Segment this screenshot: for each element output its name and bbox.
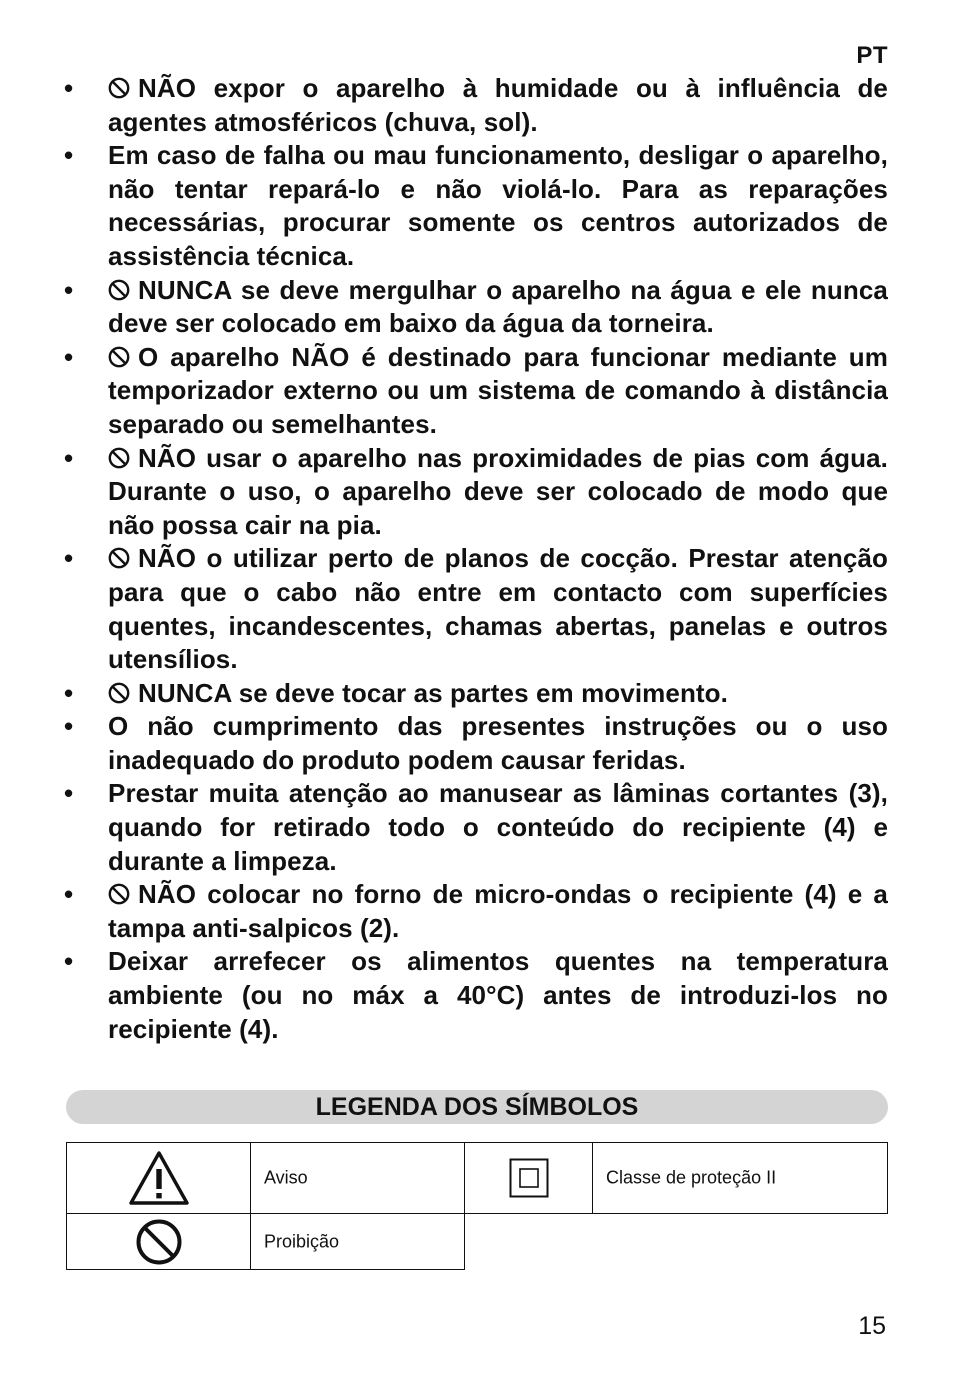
- bullet-marker: •: [64, 140, 74, 171]
- legend-title: LEGENDA DOS SÍMBOLOS: [66, 1090, 888, 1124]
- list-item-text: O aparelho NÃO é destinado para funcionar mediante um temporizador externo ou um sistema de comando à distância separado ou semelhantes.: [108, 341, 888, 439]
- list-item-text: Prestar muita atenção ao manusear as lâminas cortantes (3), quando for retirado todo o conteúdo do recipiente (4) e durante a limpeza.: [108, 778, 888, 876]
- page-number: 15: [858, 1312, 886, 1340]
- list-item: [62, 677, 888, 711]
- bullet-marker: •: [64, 543, 74, 574]
- list-item-text: NÃO colocar no forno de micro-ondas o recipiente (4) e a tampa anti-salpicos (2).: [108, 879, 888, 943]
- list-item: [62, 72, 888, 139]
- bullet-marker: •: [64, 677, 74, 708]
- safety-instructions-list: [62, 72, 888, 1046]
- list-item: [62, 945, 888, 1046]
- symbol-cell: [464, 1142, 593, 1214]
- prohibition-circle-icon: [135, 1218, 183, 1266]
- list-item: [62, 341, 888, 442]
- double-square-icon: [509, 1158, 549, 1198]
- warning-triangle-icon: [127, 1149, 191, 1207]
- symbol-label: Aviso: [264, 1167, 308, 1188]
- list-item-text: NÃO o utilizar perto de planos de cocção. Prestar atenção para que o cabo não entre em contacto com superfícies quentes, incandescentes, chamas abertas, panelas e outros utensílios.: [108, 543, 888, 675]
- list-item: [62, 777, 888, 878]
- list-item-text: NÃO expor o aparelho à humidade ou à influência de agentes atmosféricos (chuva, sol).: [108, 73, 888, 137]
- symbol-cell: [66, 1213, 251, 1270]
- list-item: [62, 442, 888, 543]
- prohibition-icon: [108, 447, 130, 469]
- symbol-label: Classe de proteção II: [606, 1167, 777, 1188]
- prohibition-icon: [108, 77, 130, 99]
- prohibition-icon: [108, 883, 130, 905]
- list-item: [62, 710, 888, 777]
- bullet-marker: •: [64, 711, 74, 742]
- list-item-text: NUNCA se deve tocar as partes em movimento.: [138, 677, 728, 708]
- bullet-marker: •: [64, 778, 74, 809]
- bullet-marker: •: [64, 274, 74, 305]
- list-item-text: NÃO usar o aparelho nas proximidades de pias com água. Durante o uso, o aparelho deve ser colocado de modo que não possa cair na pia.: [108, 442, 888, 540]
- bullet-marker: •: [64, 341, 74, 372]
- bullet-marker: •: [64, 946, 74, 977]
- symbol-label-cell: [592, 1142, 888, 1214]
- bullet-marker: •: [64, 879, 74, 910]
- prohibition-icon: [108, 682, 130, 704]
- list-item-text: Deixar arrefecer os alimentos quentes na temperatura ambiente (ou no máx a 40°C) antes de introduzi-los no recipiente (4).: [108, 946, 888, 1044]
- bullet-marker: •: [64, 73, 74, 103]
- symbol-label-cell: [250, 1142, 465, 1214]
- list-item-text: NUNCA se deve mergulhar o aparelho na água e ele nunca deve ser colocado em baixo da água da torneira.: [108, 274, 888, 339]
- symbol-cell: [66, 1142, 251, 1214]
- symbol-label-cell: [250, 1213, 465, 1270]
- list-item: [62, 878, 888, 945]
- list-item-text: Em caso de falha ou mau funcionamento, desligar o aparelho, não tentar repará-lo e não violá-lo. Para as reparações necessárias, procurar somente os centros autorizados de assistência técnica.: [108, 140, 888, 271]
- list-item: [62, 542, 888, 676]
- prohibition-icon: [108, 279, 130, 301]
- list-item: [62, 139, 888, 273]
- prohibition-icon: [108, 346, 130, 368]
- language-code: PT: [856, 42, 888, 69]
- prohibition-icon: [108, 547, 130, 569]
- symbol-label: Proibição: [264, 1231, 340, 1251]
- list-item: [62, 274, 888, 341]
- bullet-marker: •: [64, 442, 74, 473]
- list-item-text: O não cumprimento das presentes instruções ou o uso inadequado do produto podem causar feridas.: [108, 711, 888, 775]
